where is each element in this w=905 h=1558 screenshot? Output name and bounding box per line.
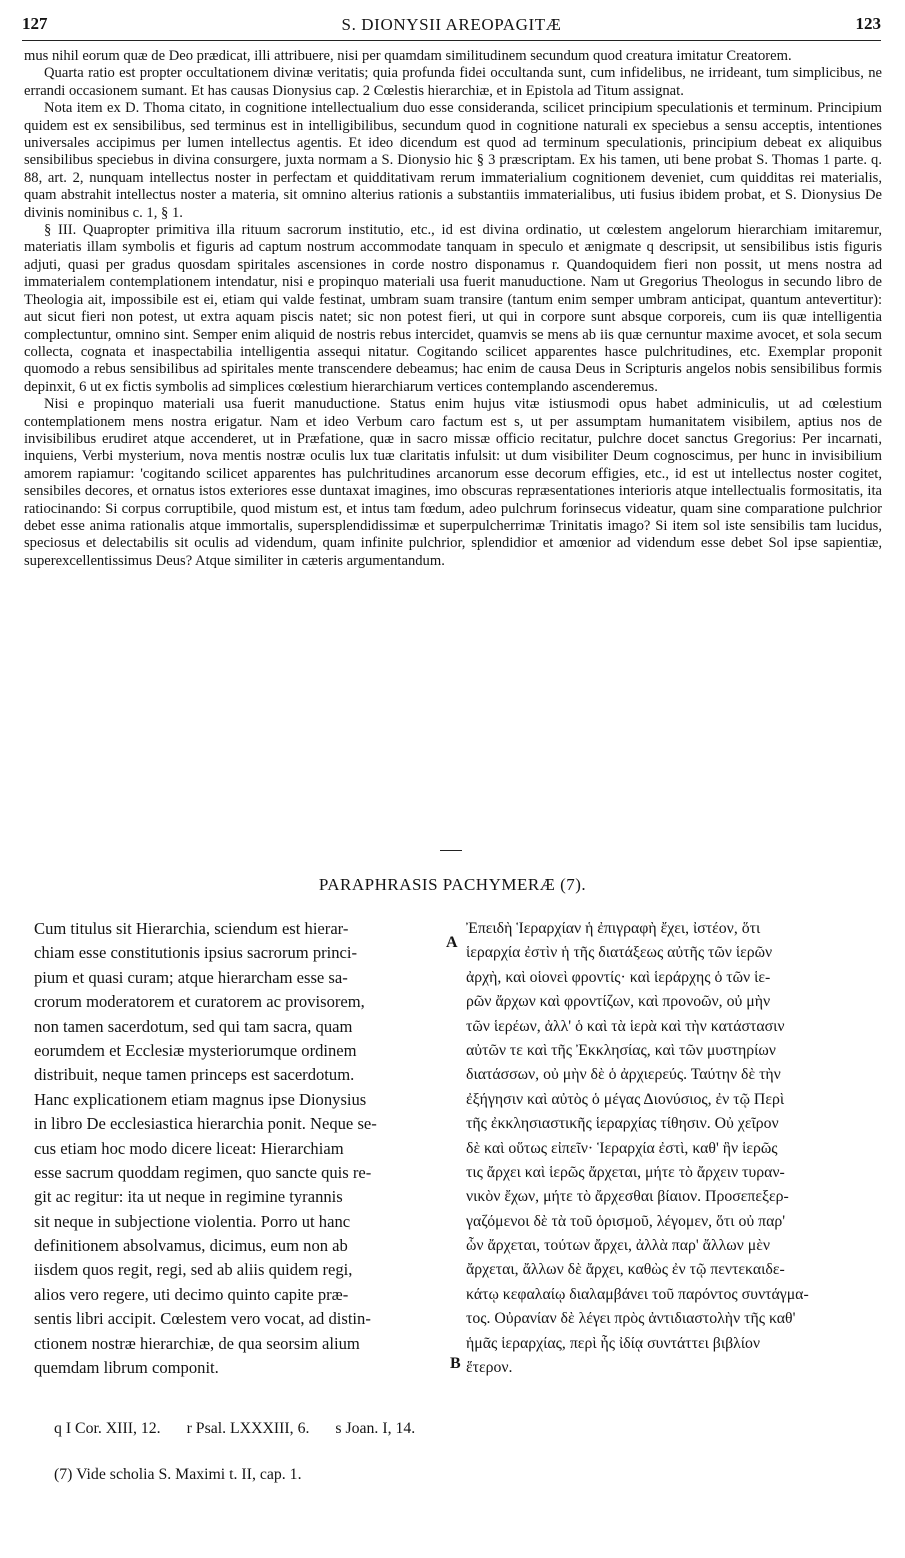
- greek-line: δὲ καὶ οὕτως εἰπεῖν· Ἱεραρχία ἐστὶ, καθ' ἣν ἱερῶς: [466, 1139, 778, 1157]
- latin-line: pium et quasi curam; atque hierarcham esse sa-: [34, 967, 348, 987]
- commentary-text: [24, 48, 882, 570]
- greek-column: [466, 917, 884, 1380]
- latin-line: quemdam librum componit.: [34, 1358, 219, 1378]
- section-divider: [440, 850, 462, 851]
- greek-line: αὐτῶν τε καὶ τῆς Ἐκκλησίας, καὶ τῶν μυστηρίων: [466, 1041, 776, 1059]
- commentary-paragraph: Nota item ex D. Thoma citato, in cognitione intellectualium duo esse consideranda, scilicet principium speculationis et terminum. Principium quidem est ex sensibilibus, sed terminus est in intelligibilibus, secundum quod in cognitione naturali ex speciebus a sensu acceptis, intentiones universales accipimus per lumen intellectus agentis. Et ideo dicendum est quod ad terminum speculationis, principium debeat ex aliquibus sensibilibus speciebus in divina consurgere, juxta normam a S. Dionysio hic § 3 præscriptam. Ex his tamen, uti bene probat S. Thomas 1 parte. q. 88, art. 2, nunquam intellectus noster in perfectam et quidditativam rerum immaterialium cognitionem deveniet, cum quidditas rei materialis, quam abstrahit intellectus noster a materia, sit omnino alterius rationis a substantiis immaterialibus, uti fusius ibidem probat, et S. Dionysius De divinis nominibus c. 1, § 1.: [24, 100, 882, 221]
- greek-line: ἀρχὴ, καὶ οἱονεὶ φροντίς· καὶ ἱεράρχης ὁ τῶν ἱε-: [466, 968, 771, 986]
- page-number-left: 127: [22, 14, 48, 33]
- footnote-s: s Joan. I, 14.: [335, 1420, 416, 1437]
- latin-line: eorumdem et Ecclesiæ mysteriorumque ordinem: [34, 1040, 357, 1060]
- footnote-r: r Psal. LXXXIII, 6.: [186, 1420, 310, 1437]
- greek-line: Ἐπειδὴ Ἱεραρχίαν ἡ ἐπιγραφὴ ἔχει, ἰστέον, ὅτι: [466, 920, 761, 937]
- greek-line: τις ἄρχει καὶ ἱερῶς ἄρχεται, μήτε τὸ ἄρχειν τυραν-: [466, 1163, 785, 1181]
- greek-line: διατάσσων, οὐ μὴν δὲ ὁ ἀρχιερεύς. Ταύτην δὲ τὴν: [466, 1066, 781, 1084]
- footnote-7: (7) Vide scholia S. Maximi t. II, cap. 1.: [54, 1466, 302, 1483]
- latin-line: non tamen sacerdotum, sed qui tam sacra, quam: [34, 1016, 353, 1036]
- latin-line: alios vero regere, uti decimo quinto capite præ-: [34, 1284, 349, 1304]
- footnote-q: q I Cor. XIII, 12.: [54, 1420, 161, 1437]
- scripture-references: [54, 1416, 437, 1442]
- latin-line: distribuit, neque tamen princeps est sacerdotum.: [34, 1065, 355, 1085]
- greek-line: ἕτερον.: [466, 1359, 513, 1377]
- commentary-paragraph: Nisi e propinquo materiali usa fuerit manuductione. Status enim hujus vitæ istiusmodi opus habet adminiculis, ut ad cœlestium contemplationem mens nostra erigatur. Nam et ideo Verbum caro factum est s, ut per assumptam humanitatem visibilem, aptius nos de invisibilibus erudiret atque accenderet, ut in Præfatione, quæ in sacro missæ officio recitatur, pulchre docet sanctus Gregorius: Per incarnati, inquiens, Verbi mysterium, nova mentis nostræ oculis lux tuæ claritatis infulsit: ut dum visibiliter Deum cognoscimus, per hunc in invisibilium amorem rapiamur: 'cogitando scilicet apparentes has pulchritudines arcanorum esse decorum effigies, etc., id est ut intellectus noster cogitet, sensibiles decores, et ornatus istos exteriores esse duntaxat imagines, imo obscuras repræsentationes interioris atque intellectualis formositatis, ita ratiocinando: Si corpus corruptibile, quod mistum est, et intus tam fœdum, adeo pulchrum forinsecus videatur, quam sine comparatione pulchrior debet esse anima rationalis atque immortalis, supersplendidissimæ et superpulcherrimæ Trinitatis imago? Si item sol iste sensibilis tam lucidus, speciosus et delectabilis sit oculis ad videndum, quam infinite pulchrior, splendidior et amœnior ad videndum esse debet Sol ipse sapientiæ, superexcellentissimus Deus? Atque similiter in cæteris argumentandum.: [24, 396, 882, 569]
- section-title: PARAPHRASIS PACHYMERÆ (7).: [318, 875, 587, 894]
- running-title: S. DIONYSII AREOPAGITÆ: [341, 15, 562, 34]
- page-number-right: 123: [855, 14, 881, 33]
- greek-line: ἡμᾶς ἱεραρχίας, περὶ ἧς ἰδίᾳ συντάττει βιβλίον: [466, 1334, 761, 1352]
- latin-line: cus etiam hoc modo dicere liceat: Hierarchiam: [34, 1138, 344, 1158]
- commentary-paragraph: § III. Quapropter primitiva illa rituum sacrorum institutio, etc., id est divina ordinatio, ut cœlestem angelorum hierarchiam imitaremur, materiatis illam symbolis et figuris ad captum nostrum accommodate tanquam in speculo et ænigmate q descripsit, ut sensibilibus istis figuris adjuti, quasi per gradus quosdam spiritales ascensiones in corde nostro disponamus r. Quandoquidem fieri non possit, ut mens nostra ad immaterialem contemplationem intendatur, nisi e propinquo materiali usa fuerit manuductione. Nam ut Gregorius Theologus in secundo libro de Theologia ait, impossibile est ei, etiam qui valde festinat, umbram suam transire (tantum enim semper umbram anticipat, quantum antevertitur): aut sicut fieri non potest, ut extra aquam piscis natet; sic non potest fieri, ut qui in corpore sunt absque corporeis, cum iis quæ intelligentia complectuntur, omnino sint. Semper enim aliquid de nostris rebus intercidet, quamvis se mens ab iis quæ cernuntur maxime avocet, et sola secum collecta, cognata et inaspectabilia intelligentia assequi nitatur. Cogitando scilicet apparentes hasce pulchritudines, etc. Exemplar proponit quomodo a rebus sensibilibus ad spiritales mente transcendere debeamus; hac enim de causa Deus in Scripturis angelos nobis sensibilibus formis depinxit, 6 ut ex fictis symbolis ad simplices cœlestium hierarchiarum vertices contemplando ascenderemus.: [24, 222, 882, 395]
- greek-line: γαζόμενοι δὲ τὰ τοῦ ὁρισμοῦ, λέγομεν, ὅτι οὐ παρ': [466, 1212, 786, 1230]
- latin-line: definitionem absolvamus, dicimus, eum non ab: [34, 1236, 348, 1256]
- latin-line: Cum titulus sit Hierarchia, sciendum est hierar-: [34, 919, 349, 938]
- latin-line: crorum moderatorem et curatorem ac provisorem,: [34, 992, 365, 1012]
- greek-line: ὧν ἄρχεται, τούτων ἄρχει, ἀλλὰ παρ' ἄλλων μὲν: [466, 1237, 771, 1255]
- latin-line: ctionem nostræ hierarchiæ, de qua seorsim alium: [34, 1333, 360, 1353]
- greek-line: ἄρχεται, ἄλλων δὲ ἄρχει, καθὼς ἐν τῷ πεντεκαιδε-: [466, 1261, 785, 1279]
- greek-line: τῆς ἐκκλησιαστικῆς ἱεραρχίας τίθησιν. Οὐ χεῖρον: [466, 1115, 779, 1133]
- greek-line: τος. Οὐρανίαν δὲ λέγει πρὸς ἀντιδιαστολὴν τῆς καθ': [466, 1310, 796, 1328]
- latin-line: esse sacrum quoddam regimen, quo sancte quis re-: [34, 1162, 372, 1182]
- greek-line: ἱεραρχία ἐστὶν ἡ τῆς διατάξεως αὐτῆς τῶν ἱερῶν: [466, 944, 773, 962]
- commentary-paragraph: mus nihil eorum quæ de Deo prædicat, illi attribuere, nisi per quamdam similitudinem secundum quod creatura imitatur Creatorem.: [24, 48, 792, 64]
- commentary-paragraph: Quarta ratio est propter occultationem divinæ veritatis; quia profunda fidei occultanda sunt, cum infidelibus, ne irrideant, tum simplicibus, ne errandi occasionem sumant. Et has causas Dionysius cap. 2 Cœlestis hierarchiæ, et in Epistola ad Titum assignat.: [24, 65, 882, 99]
- greek-line: ἐξήγησιν καὶ αὐτὸς ὁ μέγας Διονύσιος, ἐν τῷ Περὶ: [466, 1090, 785, 1108]
- latin-line: sentis libri accipit. Cœlestem vero vocat, ad distin-: [34, 1309, 371, 1329]
- latin-line: sit neque in subjectione violentia. Porro ut hanc: [34, 1211, 351, 1231]
- latin-line: iisdem quos regit, regi, sed ab aliis quidem regi,: [34, 1260, 353, 1280]
- latin-line: Hanc explicationem etiam magnus ipse Dionysius: [34, 1089, 367, 1109]
- footnotes: [54, 1416, 437, 1488]
- greek-line: τῶν ἱερέων, ἀλλ' ὁ καὶ τὰ ἱερὰ καὶ τὴν κατάστασιν: [466, 1017, 785, 1035]
- latin-column: [34, 917, 438, 1380]
- latin-line: git ac regitur: ita ut neque in regimine tyrannis: [34, 1187, 343, 1207]
- margin-marker-a: A: [446, 934, 458, 951]
- greek-line: νικὸν ἔχων, μήτε τὸ ἄρχεσθαι βίαιον. Προσεπεξερ-: [466, 1188, 789, 1206]
- margin-marker-b: B: [450, 1355, 461, 1372]
- running-header: [22, 10, 881, 41]
- greek-line: ρῶν ἄρχων καὶ φροντίζων, καὶ προνοῶν, οὐ μὴν: [466, 993, 771, 1011]
- latin-line: chiam esse constitutionis ipsius sacrorum princi-: [34, 943, 358, 963]
- latin-line: in libro De ecclesiastica hierarchia ponit. Neque se-: [34, 1114, 377, 1134]
- greek-line: κάτῳ κεφαλαίῳ διαλαμβάνει τοῦ παρόντος συντάγμα-: [466, 1285, 809, 1303]
